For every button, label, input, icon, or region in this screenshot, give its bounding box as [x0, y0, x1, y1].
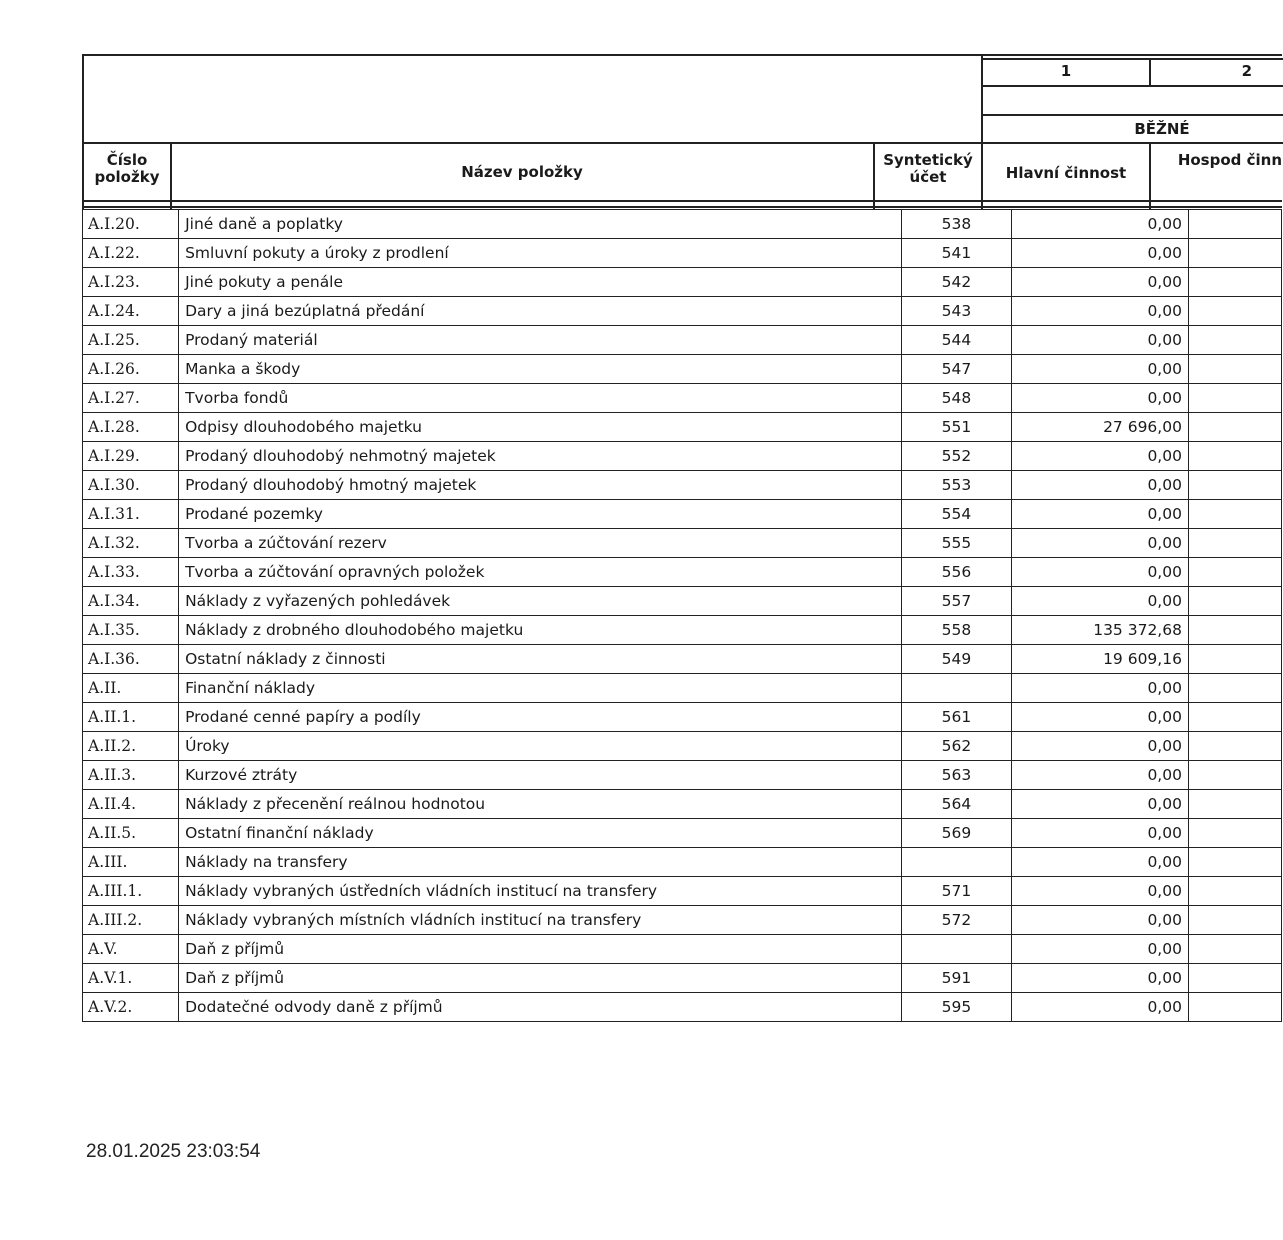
economic-activity-value [1188, 384, 1281, 413]
item-name: Prodané pozemky [179, 500, 902, 529]
synthetic-account: 549 [901, 645, 1011, 674]
table-row [83, 500, 1282, 529]
table-row [83, 761, 1282, 790]
main-activity-value: 0,00 [1012, 471, 1189, 500]
table-row [83, 645, 1282, 674]
economic-activity-value [1188, 239, 1281, 268]
economic-activity-value [1188, 645, 1281, 674]
economic-activity-value [1188, 877, 1281, 906]
item-code: A.III.2. [83, 906, 179, 935]
synthetic-account: 551 [901, 413, 1011, 442]
synthetic-account: 554 [901, 500, 1011, 529]
period-label: BĚŽNÉ [1134, 120, 1190, 138]
item-code: A.V. [83, 935, 179, 964]
item-name: Dary a jiná bezúplatná předání [179, 297, 902, 326]
synthetic-account: 591 [901, 964, 1011, 993]
synthetic-account: 562 [901, 732, 1011, 761]
column-header-code: Číslo položky [94, 151, 160, 186]
table-row [83, 239, 1282, 268]
economic-activity-value [1188, 326, 1281, 355]
item-name: Úroky [179, 732, 902, 761]
economic-activity-value [1188, 413, 1281, 442]
item-name: Náklady z drobného dlouhodobého majetku [179, 616, 902, 645]
main-activity-value: 0,00 [1012, 268, 1189, 297]
item-name: Smluvní pokuty a úroky z prodlení [179, 239, 902, 268]
table-row [83, 674, 1282, 703]
item-name: Daň z příjmů [179, 935, 902, 964]
item-code: A.I.22. [83, 239, 179, 268]
main-activity-value: 0,00 [1012, 761, 1189, 790]
main-activity-value: 0,00 [1012, 355, 1189, 384]
item-name: Finanční náklady [179, 674, 902, 703]
economic-activity-value [1188, 819, 1281, 848]
economic-activity-value [1188, 587, 1281, 616]
item-code: A.I.25. [83, 326, 179, 355]
table-row [83, 587, 1282, 616]
synthetic-account: 542 [901, 268, 1011, 297]
item-code: A.II. [83, 674, 179, 703]
main-activity-value: 0,00 [1012, 210, 1189, 239]
main-activity-value: 0,00 [1012, 500, 1189, 529]
table-row [83, 732, 1282, 761]
table-row [83, 210, 1282, 239]
column-header-main-activity: Hlavní činnost [1005, 164, 1127, 182]
economic-activity-value [1188, 761, 1281, 790]
main-activity-value: 0,00 [1012, 239, 1189, 268]
item-name: Prodaný materiál [179, 326, 902, 355]
item-code: A.I.35. [83, 616, 179, 645]
synthetic-account: 541 [901, 239, 1011, 268]
synthetic-account [901, 935, 1011, 964]
synthetic-account: 552 [901, 442, 1011, 471]
item-code: A.I.31. [83, 500, 179, 529]
main-activity-value: 0,00 [1012, 790, 1189, 819]
table-row [83, 819, 1282, 848]
item-code: A.I.29. [83, 442, 179, 471]
main-activity-value: 0,00 [1012, 993, 1189, 1022]
main-activity-value: 0,00 [1012, 558, 1189, 587]
item-code: A.I.32. [83, 529, 179, 558]
economic-activity-value [1188, 558, 1281, 587]
item-name: Náklady vybraných ústředních vládních institucí na transfery [179, 877, 902, 906]
table-row [83, 326, 1282, 355]
main-activity-value: 27 696,00 [1012, 413, 1189, 442]
item-name: Tvorba fondů [179, 384, 902, 413]
table-row [83, 616, 1282, 645]
main-activity-value: 19 609,16 [1012, 645, 1189, 674]
table-row [83, 558, 1282, 587]
column-header-account: Syntetický účet [883, 151, 973, 186]
main-activity-value: 0,00 [1012, 297, 1189, 326]
main-activity-value: 0,00 [1012, 442, 1189, 471]
item-code: A.II.1. [83, 703, 179, 732]
table-row [83, 297, 1282, 326]
synthetic-account: 553 [901, 471, 1011, 500]
synthetic-account: 548 [901, 384, 1011, 413]
item-name: Náklady vybraných místních vládních institucí na transfery [179, 906, 902, 935]
item-code: A.I.34. [83, 587, 179, 616]
synthetic-account [901, 674, 1011, 703]
synthetic-account: 544 [901, 326, 1011, 355]
economic-activity-value [1188, 906, 1281, 935]
item-code: A.I.23. [83, 268, 179, 297]
item-code: A.V.1. [83, 964, 179, 993]
economic-activity-value [1188, 616, 1281, 645]
economic-activity-value [1188, 210, 1281, 239]
synthetic-account: 569 [901, 819, 1011, 848]
item-code: A.II.3. [83, 761, 179, 790]
item-name: Prodaný dlouhodobý nehmotný majetek [179, 442, 902, 471]
item-name: Tvorba a zúčtování rezerv [179, 529, 902, 558]
economic-activity-value [1188, 732, 1281, 761]
item-code: A.III. [83, 848, 179, 877]
table-row [83, 790, 1282, 819]
main-activity-value: 0,00 [1012, 906, 1189, 935]
table-row [83, 964, 1282, 993]
item-name: Prodaný dlouhodobý hmotný majetek [179, 471, 902, 500]
main-activity-value: 0,00 [1012, 877, 1189, 906]
table-row [83, 848, 1282, 877]
synthetic-account: 564 [901, 790, 1011, 819]
synthetic-account: 556 [901, 558, 1011, 587]
economic-activity-value [1188, 500, 1281, 529]
economic-activity-value [1188, 529, 1281, 558]
synthetic-account: 561 [901, 703, 1011, 732]
economic-activity-value [1188, 848, 1281, 877]
item-code: A.I.30. [83, 471, 179, 500]
economic-activity-value [1188, 964, 1281, 993]
item-name: Ostatní náklady z činnosti [179, 645, 902, 674]
item-name: Dodatečné odvody daně z příjmů [179, 993, 902, 1022]
table-row [83, 355, 1282, 384]
table-row [83, 529, 1282, 558]
column-header-name: Název položky [461, 163, 583, 181]
economic-activity-value [1188, 355, 1281, 384]
item-code: A.V.2. [83, 993, 179, 1022]
synthetic-account: 563 [901, 761, 1011, 790]
main-activity-value: 0,00 [1012, 703, 1189, 732]
synthetic-account: 595 [901, 993, 1011, 1022]
item-name: Jiné daně a poplatky [179, 210, 902, 239]
synthetic-account: 543 [901, 297, 1011, 326]
economic-activity-value [1188, 297, 1281, 326]
table-row [83, 442, 1282, 471]
main-activity-value: 0,00 [1012, 326, 1189, 355]
item-name: Kurzové ztráty [179, 761, 902, 790]
economic-activity-value [1188, 268, 1281, 297]
table-row [83, 993, 1282, 1022]
item-name: Ostatní finanční náklady [179, 819, 902, 848]
table-row [83, 413, 1282, 442]
item-code: A.III.1. [83, 877, 179, 906]
item-code: A.I.27. [83, 384, 179, 413]
item-name: Jiné pokuty a penále [179, 268, 902, 297]
cost-items-table [82, 209, 1282, 1022]
main-activity-value: 135 372,68 [1012, 616, 1189, 645]
main-activity-value: 0,00 [1012, 819, 1189, 848]
synthetic-account: 547 [901, 355, 1011, 384]
table-row [83, 935, 1282, 964]
item-code: A.I.28. [83, 413, 179, 442]
synthetic-account: 558 [901, 616, 1011, 645]
table-row [83, 268, 1282, 297]
item-code: A.I.36. [83, 645, 179, 674]
synthetic-account: 557 [901, 587, 1011, 616]
economic-activity-value [1188, 471, 1281, 500]
economic-activity-value [1188, 993, 1281, 1022]
item-name: Náklady na transfery [179, 848, 902, 877]
table-row [83, 471, 1282, 500]
item-name: Odpisy dlouhodobého majetku [179, 413, 902, 442]
table-row [83, 906, 1282, 935]
economic-activity-value [1188, 442, 1281, 471]
column-header-economic-activity: Hospod činn [1177, 151, 1282, 169]
item-code: A.II.5. [83, 819, 179, 848]
item-name: Náklady z přecenění reálnou hodnotou [179, 790, 902, 819]
economic-activity-value [1188, 790, 1281, 819]
item-code: A.I.26. [83, 355, 179, 384]
item-code: A.I.20. [83, 210, 179, 239]
main-activity-value: 0,00 [1012, 529, 1189, 558]
main-activity-value: 0,00 [1012, 964, 1189, 993]
item-name: Manka a škody [179, 355, 902, 384]
table-header [82, 54, 1282, 210]
main-activity-value: 0,00 [1012, 587, 1189, 616]
synthetic-account: 572 [901, 906, 1011, 935]
table-row [83, 384, 1282, 413]
synthetic-account: 538 [901, 210, 1011, 239]
item-code: A.II.4. [83, 790, 179, 819]
print-timestamp: 28.01.2025 23:03:54 [86, 1141, 261, 1162]
synthetic-account: 555 [901, 529, 1011, 558]
column-number-2: 2 [1241, 62, 1252, 80]
main-activity-value: 0,00 [1012, 848, 1189, 877]
main-activity-value: 0,00 [1012, 674, 1189, 703]
item-name: Tvorba a zúčtování opravných položek [179, 558, 902, 587]
item-code: A.II.2. [83, 732, 179, 761]
item-code: A.I.24. [83, 297, 179, 326]
synthetic-account [901, 848, 1011, 877]
economic-activity-value [1188, 703, 1281, 732]
column-number-1: 1 [1060, 62, 1072, 80]
synthetic-account: 571 [901, 877, 1011, 906]
item-name: Náklady z vyřazených pohledávek [179, 587, 902, 616]
economic-activity-value [1188, 935, 1281, 964]
economic-activity-value [1188, 674, 1281, 703]
item-name: Daň z příjmů [179, 964, 902, 993]
main-activity-value: 0,00 [1012, 732, 1189, 761]
item-name: Prodané cenné papíry a podíly [179, 703, 902, 732]
item-code: A.I.33. [83, 558, 179, 587]
main-activity-value: 0,00 [1012, 935, 1189, 964]
main-activity-value: 0,00 [1012, 384, 1189, 413]
table-row [83, 703, 1282, 732]
table-row [83, 877, 1282, 906]
